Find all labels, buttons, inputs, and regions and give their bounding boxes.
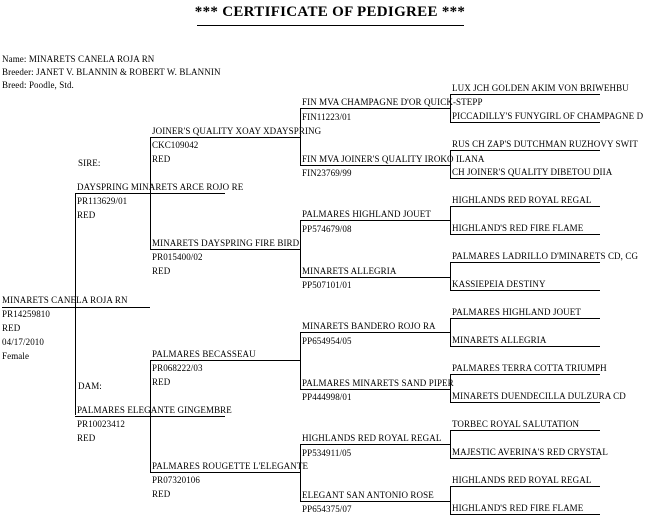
gggp-10: MINARETS ALLEGRIA [452,335,547,345]
ggp-7-name: HIGHLANDS RED ROYAL REGAL [302,433,442,443]
gggp-12: MINARETS DUENDECILLA DULZURA CD [452,391,626,401]
ggp-8-reg: PP654375/07 [302,504,352,514]
gp-2-reg: PR015400/02 [152,252,203,262]
gp-1-underline [150,137,300,138]
ggp-7-underline [300,444,450,445]
connector-gen4-6 [450,374,451,403]
dog-sex: Female [2,351,30,361]
gggp-15: HIGHLANDS RED ROYAL REGAL [452,475,592,485]
ggp-1-reg: FIN11223/01 [302,112,352,122]
gggp-6-underline [450,234,600,235]
dog-underline [2,307,150,308]
ggp-1-underline [300,108,450,109]
ggp-3-name: PALMARES HIGHLAND JOUET [302,209,431,219]
gp-4-color: RED [152,489,171,499]
certificate-title: *** CERTIFICATE OF PEDIGREE *** [194,4,466,20]
sire-label: SIRE: [78,158,101,168]
ggp-4-underline [300,277,450,278]
dog-dob: 04/17/2010 [2,337,45,347]
connector-gen3-4 [300,444,301,501]
gggp-7-underline [450,262,600,263]
gggp-14-underline [450,458,600,459]
sire-reg: PR113629/01 [77,196,128,206]
gp-2-color: RED [152,266,171,276]
info-breeder: Breeder: JANET V. BLANNIN & ROBERT W. BLANNIN [2,67,221,77]
gggp-2: PICCADILLY'S FUNYGIRL OF CHAMPAGNE D [452,111,644,121]
info-breed: Breed: Poodle, Std. [2,80,74,90]
connector-gen2-sire [150,137,151,249]
gggp-5-underline [450,206,600,207]
ggp-2-underline [300,165,450,166]
gp-1-name: JOINER'S QUALITY XOAY XDAYSPRING [152,126,322,136]
connector-gen4-8 [450,486,451,515]
gggp-14: MAJESTIC AVERINA'S RED CRYSTAL [452,447,609,457]
connector-gen3-3 [300,332,301,389]
ggp-8-name: ELEGANT SAN ANTONIO ROSE [302,490,434,500]
gggp-13: TORBEC ROYAL SALUTATION [452,419,580,429]
gp-3-underline [150,360,300,361]
gggp-16-underline [450,514,600,515]
gggp-16: HIGHLAND'S RED FIRE FLAME [452,503,584,513]
gp-1-reg: CKC109042 [152,140,199,150]
connector-gen4-4 [450,262,451,291]
gp-4-underline [150,472,300,473]
ggp-5-reg: PP654954/05 [302,336,352,346]
connector-gen4-1 [450,94,451,123]
gggp-10-underline [450,346,600,347]
gp-2-name: MINARETS DAYSPRING FIRE BIRD [152,238,300,248]
gggp-7: PALMARES LADRILLO D'MINARETS CD, CG [452,251,639,261]
gggp-3-underline [450,150,600,151]
ggp-6-name: PALMARES MINARETS SAND PIPER [302,378,454,388]
gggp-4-underline [450,178,600,179]
gp-3-reg: PR068222/03 [152,363,203,373]
ggp-4-reg: PP507101/01 [302,280,352,290]
gggp-11: PALMARES TERRA COTTA TRIUMPH [452,363,607,373]
ggp-3-underline [300,220,450,221]
ggp-6-reg: PP444998/01 [302,392,352,402]
connector-gen3-1 [300,108,301,165]
gp-4-reg: PR07320106 [152,475,201,485]
ggp-5-underline [300,332,450,333]
gggp-6: HIGHLAND'S RED FIRE FLAME [452,223,584,233]
gggp-3: RUS CH ZAP'S DUTCHMAN RUZHOVY SWIT [452,139,638,149]
gggp-15-underline [450,486,600,487]
gggp-5: HIGHLANDS RED ROYAL REGAL [452,195,592,205]
connector-gen4-2 [450,150,451,179]
ggp-8-underline [300,501,450,502]
connector-gen3-2 [300,220,301,277]
dam-name: PALMARES ELEGANTE GINGEMBRE [77,405,232,415]
connector-gen4-7 [450,430,451,459]
ggp-6-underline [300,389,450,390]
connector-gen4-3 [450,206,451,235]
gp-2-underline [150,249,300,250]
title-underline [197,25,464,26]
gggp-8-underline [450,290,600,291]
ggp-4-name: MINARETS ALLEGRIA [302,266,397,276]
gggp-1: LUX JCH GOLDEN AKIM VON BRIWEHBU [452,83,629,93]
dam-label: DAM: [78,381,102,391]
dog-color: RED [2,323,21,333]
gp-4-name: PALMARES ROUGETTE L'ELEGANTE [152,461,309,471]
gggp-2-underline [450,122,600,123]
gggp-1-underline [450,94,600,95]
gp-3-name: PALMARES BECASSEAU [152,349,256,359]
gggp-9: PALMARES HIGHLAND JOUET [452,307,581,317]
sire-color: RED [77,210,96,220]
gggp-9-underline [450,318,600,319]
sire-name: DAYSPRING MINARETS ARCE ROJO RE [77,182,244,192]
ggp-2-reg: FIN23769/99 [302,168,352,178]
info-name: Name: MINARETS CANELA ROJA RN [2,54,155,64]
gp-3-color: RED [152,377,171,387]
dam-color: RED [77,433,96,443]
gp-1-color: RED [152,154,171,164]
ggp-1-name: FIN MVA CHAMPAGNE D'OR QUICK-STEPP [302,97,483,107]
gggp-4: CH JOINER'S QUALITY DIBETOU DIIA [452,167,613,177]
ggp-7-reg: PP534911/05 [302,448,352,458]
dog-reg: PR14259810 [2,309,51,319]
connector-gen1 [75,193,76,415]
ggp-5-name: MINARETS BANDERO ROJO RA [302,321,436,331]
connector-gen2-dam [150,360,151,472]
gggp-11-underline [450,374,600,375]
gggp-12-underline [450,402,600,403]
ggp-3-reg: PP574679/08 [302,224,352,234]
gggp-8: KASSIEPEIA DESTINY [452,279,546,289]
dog-name: MINARETS CANELA ROJA RN [2,295,128,305]
gggp-13-underline [450,430,600,431]
dam-reg: PR10023412 [77,419,126,429]
connector-gen4-5 [450,318,451,347]
ggp-2-name: FIN MVA JOINER'S QUALITY IROKO ILANA [302,154,485,164]
